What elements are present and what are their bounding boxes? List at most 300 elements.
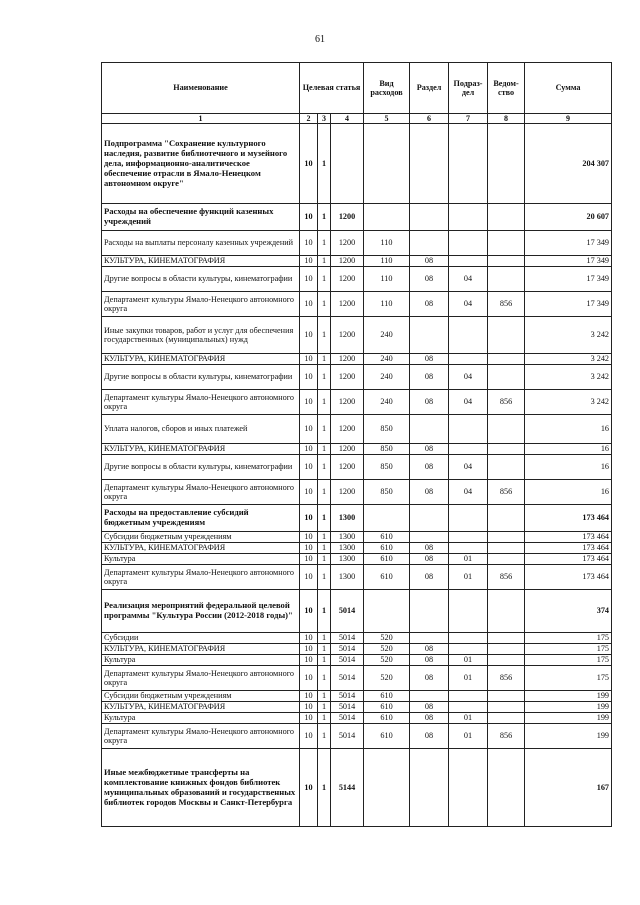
cell-subsection <box>449 702 488 713</box>
cell-section: 08 <box>410 713 449 724</box>
cell-subsection: 01 <box>449 724 488 749</box>
cell-target-program: 10 <box>300 713 318 724</box>
cell-department <box>488 713 525 724</box>
cell-target-subprogram: 1 <box>318 415 331 444</box>
cell-name: Реализация мероприятий федеральной целевой программы "Культура России (2012-2018 годы)" <box>102 590 300 633</box>
cell-target-program: 10 <box>300 292 318 317</box>
cell-subsection <box>449 633 488 644</box>
cell-target-code: 5014 <box>331 702 364 713</box>
cell-section <box>410 590 449 633</box>
cell-section: 08 <box>410 554 449 565</box>
header-subsection: Подраз-дел <box>449 63 488 114</box>
cell-target-subprogram: 1 <box>318 354 331 365</box>
cell-expense-type: 850 <box>364 480 410 505</box>
cell-subsection <box>449 317 488 354</box>
cell-target-code <box>331 124 364 204</box>
table-row <box>102 644 612 655</box>
cell-target-code: 1300 <box>331 543 364 554</box>
cell-sum: 199 <box>525 691 612 702</box>
cell-target-program: 10 <box>300 724 318 749</box>
column-number: 7 <box>449 114 488 124</box>
cell-target-program: 10 <box>300 204 318 231</box>
cell-sum: 173 464 <box>525 554 612 565</box>
cell-section <box>410 204 449 231</box>
cell-sum: 167 <box>525 749 612 827</box>
header-section: Раздел <box>410 63 449 114</box>
cell-name: Иные межбюджетные трансферты на комплектование книжных фондов библиотек муниципальных образований и государственных библиотек городов Москвы и Санкт-Петербурга <box>102 749 300 827</box>
cell-section: 08 <box>410 480 449 505</box>
cell-section: 08 <box>410 354 449 365</box>
cell-department: 856 <box>488 390 525 415</box>
cell-department: 856 <box>488 292 525 317</box>
cell-subsection: 01 <box>449 565 488 590</box>
table-row <box>102 354 612 365</box>
cell-target-subprogram: 1 <box>318 691 331 702</box>
cell-sum: 199 <box>525 702 612 713</box>
cell-target-subprogram: 1 <box>318 702 331 713</box>
cell-target-program: 10 <box>300 317 318 354</box>
table-row <box>102 204 612 231</box>
cell-section: 08 <box>410 702 449 713</box>
cell-section <box>410 505 449 532</box>
table-row <box>102 633 612 644</box>
cell-department <box>488 354 525 365</box>
cell-target-subprogram: 1 <box>318 724 331 749</box>
cell-expense-type: 520 <box>364 633 410 644</box>
cell-sum: 16 <box>525 480 612 505</box>
cell-target-subprogram: 1 <box>318 590 331 633</box>
cell-sum: 17 349 <box>525 267 612 292</box>
cell-target-code: 1200 <box>331 365 364 390</box>
column-number: 3 <box>318 114 331 124</box>
cell-target-program: 10 <box>300 532 318 543</box>
cell-department <box>488 505 525 532</box>
cell-target-program: 10 <box>300 749 318 827</box>
cell-name: Расходы на предоставление субсидий бюджетным учреждениям <box>102 505 300 532</box>
cell-department <box>488 749 525 827</box>
cell-name: КУЛЬТУРА, КИНЕМАТОГРАФИЯ <box>102 543 300 554</box>
cell-department: 856 <box>488 666 525 691</box>
cell-subsection <box>449 231 488 256</box>
cell-target-subprogram: 1 <box>318 565 331 590</box>
cell-subsection <box>449 204 488 231</box>
cell-department <box>488 655 525 666</box>
cell-department <box>488 633 525 644</box>
cell-target-code: 5014 <box>331 644 364 655</box>
cell-sum: 173 464 <box>525 532 612 543</box>
table-row <box>102 691 612 702</box>
cell-target-code: 1200 <box>331 256 364 267</box>
cell-section <box>410 317 449 354</box>
cell-target-subprogram: 1 <box>318 480 331 505</box>
cell-section <box>410 415 449 444</box>
cell-sum: 175 <box>525 644 612 655</box>
cell-target-code: 1200 <box>331 231 364 256</box>
cell-expense-type: 850 <box>364 455 410 480</box>
cell-subsection: 01 <box>449 554 488 565</box>
cell-name: Другие вопросы в области культуры, кинематографии <box>102 267 300 292</box>
cell-department <box>488 554 525 565</box>
cell-subsection <box>449 644 488 655</box>
cell-target-program: 10 <box>300 691 318 702</box>
cell-subsection <box>449 256 488 267</box>
cell-target-subprogram: 1 <box>318 644 331 655</box>
cell-target-program: 10 <box>300 124 318 204</box>
cell-expense-type: 240 <box>364 365 410 390</box>
cell-subsection: 01 <box>449 713 488 724</box>
cell-section: 08 <box>410 565 449 590</box>
table-row <box>102 267 612 292</box>
cell-target-code: 1200 <box>331 267 364 292</box>
cell-sum: 204 307 <box>525 124 612 204</box>
cell-target-program: 10 <box>300 415 318 444</box>
cell-target-program: 10 <box>300 655 318 666</box>
cell-section: 08 <box>410 444 449 455</box>
cell-department <box>488 365 525 390</box>
cell-target-code: 5014 <box>331 724 364 749</box>
cell-target-code: 1200 <box>331 317 364 354</box>
table-row <box>102 390 612 415</box>
table-row <box>102 655 612 666</box>
cell-department <box>488 644 525 655</box>
column-number-row <box>102 114 612 124</box>
cell-sum: 374 <box>525 590 612 633</box>
table-row <box>102 666 612 691</box>
cell-department <box>488 204 525 231</box>
cell-name: Департамент культуры Ямало-Ненецкого автономного округа <box>102 390 300 415</box>
cell-target-program: 10 <box>300 633 318 644</box>
column-number: 5 <box>364 114 410 124</box>
cell-name: КУЛЬТУРА, КИНЕМАТОГРАФИЯ <box>102 354 300 365</box>
cell-target-subprogram: 1 <box>318 317 331 354</box>
cell-subsection <box>449 532 488 543</box>
cell-name: Культура <box>102 554 300 565</box>
cell-expense-type: 520 <box>364 644 410 655</box>
table-row <box>102 565 612 590</box>
cell-section: 08 <box>410 543 449 554</box>
table-row <box>102 505 612 532</box>
cell-subsection: 01 <box>449 655 488 666</box>
cell-target-code: 1200 <box>331 292 364 317</box>
table-row <box>102 124 612 204</box>
column-number: 1 <box>102 114 300 124</box>
cell-target-code: 1300 <box>331 505 364 532</box>
table-row <box>102 590 612 633</box>
cell-expense-type: 610 <box>364 691 410 702</box>
cell-subsection: 04 <box>449 365 488 390</box>
cell-target-program: 10 <box>300 267 318 292</box>
cell-department <box>488 590 525 633</box>
cell-target-subprogram: 1 <box>318 633 331 644</box>
cell-expense-type: 610 <box>364 713 410 724</box>
cell-department: 856 <box>488 565 525 590</box>
table-row <box>102 532 612 543</box>
cell-target-subprogram: 1 <box>318 666 331 691</box>
cell-target-program: 10 <box>300 354 318 365</box>
cell-name: Иные закупки товаров, работ и услуг для обеспечения государственных (муниципальных) нужд <box>102 317 300 354</box>
cell-name: КУЛЬТУРА, КИНЕМАТОГРАФИЯ <box>102 702 300 713</box>
cell-name: Субсидии бюджетным учреждениям <box>102 691 300 702</box>
cell-expense-type: 240 <box>364 317 410 354</box>
cell-name: Субсидии <box>102 633 300 644</box>
table-row <box>102 231 612 256</box>
cell-name: Субсидии бюджетным учреждениям <box>102 532 300 543</box>
cell-target-code: 5014 <box>331 633 364 644</box>
cell-sum: 175 <box>525 666 612 691</box>
cell-section: 08 <box>410 455 449 480</box>
column-number: 6 <box>410 114 449 124</box>
cell-sum: 3 242 <box>525 317 612 354</box>
cell-section <box>410 691 449 702</box>
cell-subsection <box>449 415 488 444</box>
cell-sum: 17 349 <box>525 256 612 267</box>
cell-department: 856 <box>488 724 525 749</box>
cell-target-subprogram: 1 <box>318 505 331 532</box>
cell-expense-type: 110 <box>364 231 410 256</box>
cell-target-subprogram: 1 <box>318 532 331 543</box>
header-target-article: Целевая статья <box>300 63 364 114</box>
cell-section: 08 <box>410 655 449 666</box>
column-number: 4 <box>331 114 364 124</box>
cell-expense-type: 520 <box>364 655 410 666</box>
cell-department <box>488 317 525 354</box>
cell-subsection <box>449 749 488 827</box>
cell-expense-type: 110 <box>364 292 410 317</box>
cell-name: Департамент культуры Ямало-Ненецкого автономного округа <box>102 480 300 505</box>
cell-department: 856 <box>488 480 525 505</box>
cell-target-program: 10 <box>300 666 318 691</box>
table-row <box>102 749 612 827</box>
cell-department <box>488 444 525 455</box>
cell-name: Департамент культуры Ямало-Ненецкого автономного округа <box>102 666 300 691</box>
cell-name: КУЛЬТУРА, КИНЕМАТОГРАФИЯ <box>102 444 300 455</box>
cell-target-program: 10 <box>300 365 318 390</box>
cell-target-code: 1200 <box>331 390 364 415</box>
cell-expense-type <box>364 590 410 633</box>
cell-name: КУЛЬТУРА, КИНЕМАТОГРАФИЯ <box>102 644 300 655</box>
table-row <box>102 702 612 713</box>
cell-department <box>488 455 525 480</box>
cell-target-program: 10 <box>300 480 318 505</box>
cell-section: 08 <box>410 256 449 267</box>
table-row <box>102 554 612 565</box>
cell-subsection: 04 <box>449 480 488 505</box>
cell-sum: 3 242 <box>525 365 612 390</box>
cell-expense-type: 110 <box>364 267 410 292</box>
cell-target-code: 1300 <box>331 554 364 565</box>
cell-name: Другие вопросы в области культуры, кинематографии <box>102 365 300 390</box>
cell-section <box>410 633 449 644</box>
cell-target-code: 1300 <box>331 532 364 543</box>
cell-target-code: 5014 <box>331 655 364 666</box>
cell-expense-type: 850 <box>364 444 410 455</box>
table-row <box>102 713 612 724</box>
cell-target-program: 10 <box>300 702 318 713</box>
cell-sum: 175 <box>525 633 612 644</box>
cell-target-subprogram: 1 <box>318 365 331 390</box>
cell-name: Департамент культуры Ямало-Ненецкого автономного округа <box>102 724 300 749</box>
cell-expense-type: 240 <box>364 354 410 365</box>
cell-target-subprogram: 1 <box>318 713 331 724</box>
cell-expense-type: 110 <box>364 256 410 267</box>
cell-sum: 173 464 <box>525 505 612 532</box>
cell-target-subprogram: 1 <box>318 204 331 231</box>
column-number: 9 <box>525 114 612 124</box>
cell-name: Уплата налогов, сборов и иных платежей <box>102 415 300 444</box>
cell-target-subprogram: 1 <box>318 543 331 554</box>
header-name: Наименование <box>102 63 300 114</box>
page-number: 61 <box>315 34 325 45</box>
cell-subsection <box>449 505 488 532</box>
table-row <box>102 455 612 480</box>
cell-expense-type: 610 <box>364 543 410 554</box>
table-body <box>102 124 612 827</box>
table-row <box>102 415 612 444</box>
cell-sum: 173 464 <box>525 543 612 554</box>
cell-section: 08 <box>410 267 449 292</box>
cell-name: Департамент культуры Ямало-Ненецкого автономного округа <box>102 565 300 590</box>
cell-expense-type <box>364 505 410 532</box>
cell-target-code: 5014 <box>331 666 364 691</box>
cell-expense-type <box>364 124 410 204</box>
cell-name: Расходы на обеспечение функций казенных учреждений <box>102 204 300 231</box>
cell-expense-type: 850 <box>364 415 410 444</box>
table-row <box>102 317 612 354</box>
cell-department <box>488 124 525 204</box>
cell-sum: 16 <box>525 415 612 444</box>
column-number: 8 <box>488 114 525 124</box>
cell-sum: 3 242 <box>525 390 612 415</box>
cell-subsection <box>449 354 488 365</box>
cell-target-code: 5014 <box>331 590 364 633</box>
table-row <box>102 256 612 267</box>
cell-expense-type: 610 <box>364 554 410 565</box>
cell-name: Департамент культуры Ямало-Ненецкого автономного округа <box>102 292 300 317</box>
cell-section: 08 <box>410 644 449 655</box>
cell-section: 08 <box>410 666 449 691</box>
cell-target-subprogram: 1 <box>318 267 331 292</box>
cell-target-subprogram: 1 <box>318 444 331 455</box>
cell-department <box>488 231 525 256</box>
cell-target-program: 10 <box>300 505 318 532</box>
cell-sum: 175 <box>525 655 612 666</box>
cell-name: КУЛЬТУРА, КИНЕМАТОГРАФИЯ <box>102 256 300 267</box>
cell-subsection: 04 <box>449 267 488 292</box>
cell-target-program: 10 <box>300 390 318 415</box>
cell-section: 08 <box>410 292 449 317</box>
cell-target-code: 1200 <box>331 354 364 365</box>
cell-expense-type: 610 <box>364 702 410 713</box>
cell-target-code: 1200 <box>331 444 364 455</box>
cell-expense-type <box>364 749 410 827</box>
cell-target-code: 5014 <box>331 691 364 702</box>
cell-subsection: 04 <box>449 292 488 317</box>
cell-target-subprogram: 1 <box>318 749 331 827</box>
header-sum: Сумма <box>525 63 612 114</box>
cell-sum: 16 <box>525 444 612 455</box>
cell-department <box>488 415 525 444</box>
cell-department <box>488 532 525 543</box>
cell-target-program: 10 <box>300 256 318 267</box>
cell-sum: 17 349 <box>525 231 612 256</box>
cell-target-subprogram: 1 <box>318 455 331 480</box>
cell-subsection: 04 <box>449 455 488 480</box>
budget-table <box>101 62 612 827</box>
cell-name: Подпрограмма "Сохранение культурного наследия, развитие библиотечного и музейного дела, информационно-аналитическое обеспечение отрасли в Ямало-Ненецком автономном округе" <box>102 124 300 204</box>
cell-name: Культура <box>102 655 300 666</box>
table-row <box>102 444 612 455</box>
cell-target-subprogram: 1 <box>318 256 331 267</box>
cell-sum: 3 242 <box>525 354 612 365</box>
cell-section <box>410 124 449 204</box>
cell-expense-type: 610 <box>364 724 410 749</box>
cell-target-program: 10 <box>300 231 318 256</box>
cell-subsection <box>449 444 488 455</box>
cell-target-subprogram: 1 <box>318 292 331 317</box>
header-department: Ведом-ство <box>488 63 525 114</box>
cell-sum: 20 607 <box>525 204 612 231</box>
cell-sum: 199 <box>525 724 612 749</box>
cell-subsection: 01 <box>449 666 488 691</box>
cell-department <box>488 702 525 713</box>
cell-department <box>488 256 525 267</box>
cell-subsection <box>449 124 488 204</box>
cell-section <box>410 749 449 827</box>
cell-section: 08 <box>410 365 449 390</box>
cell-expense-type: 610 <box>364 532 410 543</box>
cell-target-program: 10 <box>300 455 318 480</box>
cell-department <box>488 543 525 554</box>
header-row <box>102 63 612 114</box>
table-row <box>102 724 612 749</box>
cell-name: Расходы на выплаты персоналу казенных учреждений <box>102 231 300 256</box>
cell-target-subprogram: 1 <box>318 231 331 256</box>
header-expense-type: Вид расходов <box>364 63 410 114</box>
cell-expense-type <box>364 204 410 231</box>
cell-subsection <box>449 691 488 702</box>
cell-target-code: 5014 <box>331 713 364 724</box>
cell-department <box>488 691 525 702</box>
cell-section <box>410 532 449 543</box>
table-row <box>102 365 612 390</box>
cell-target-code: 1300 <box>331 565 364 590</box>
cell-section: 08 <box>410 390 449 415</box>
cell-sum: 173 464 <box>525 565 612 590</box>
cell-target-code: 1200 <box>331 455 364 480</box>
cell-expense-type: 520 <box>364 666 410 691</box>
cell-subsection <box>449 543 488 554</box>
table-row <box>102 480 612 505</box>
cell-sum: 16 <box>525 455 612 480</box>
cell-sum: 199 <box>525 713 612 724</box>
cell-target-program: 10 <box>300 444 318 455</box>
cell-target-code: 5144 <box>331 749 364 827</box>
table-row <box>102 292 612 317</box>
cell-target-program: 10 <box>300 644 318 655</box>
cell-expense-type: 610 <box>364 565 410 590</box>
cell-subsection: 04 <box>449 390 488 415</box>
cell-target-program: 10 <box>300 565 318 590</box>
cell-target-code: 1200 <box>331 480 364 505</box>
cell-target-subprogram: 1 <box>318 390 331 415</box>
cell-target-code: 1200 <box>331 415 364 444</box>
column-number: 2 <box>300 114 318 124</box>
cell-target-subprogram: 1 <box>318 655 331 666</box>
cell-subsection <box>449 590 488 633</box>
cell-target-code: 1200 <box>331 204 364 231</box>
cell-section <box>410 231 449 256</box>
cell-target-program: 10 <box>300 543 318 554</box>
